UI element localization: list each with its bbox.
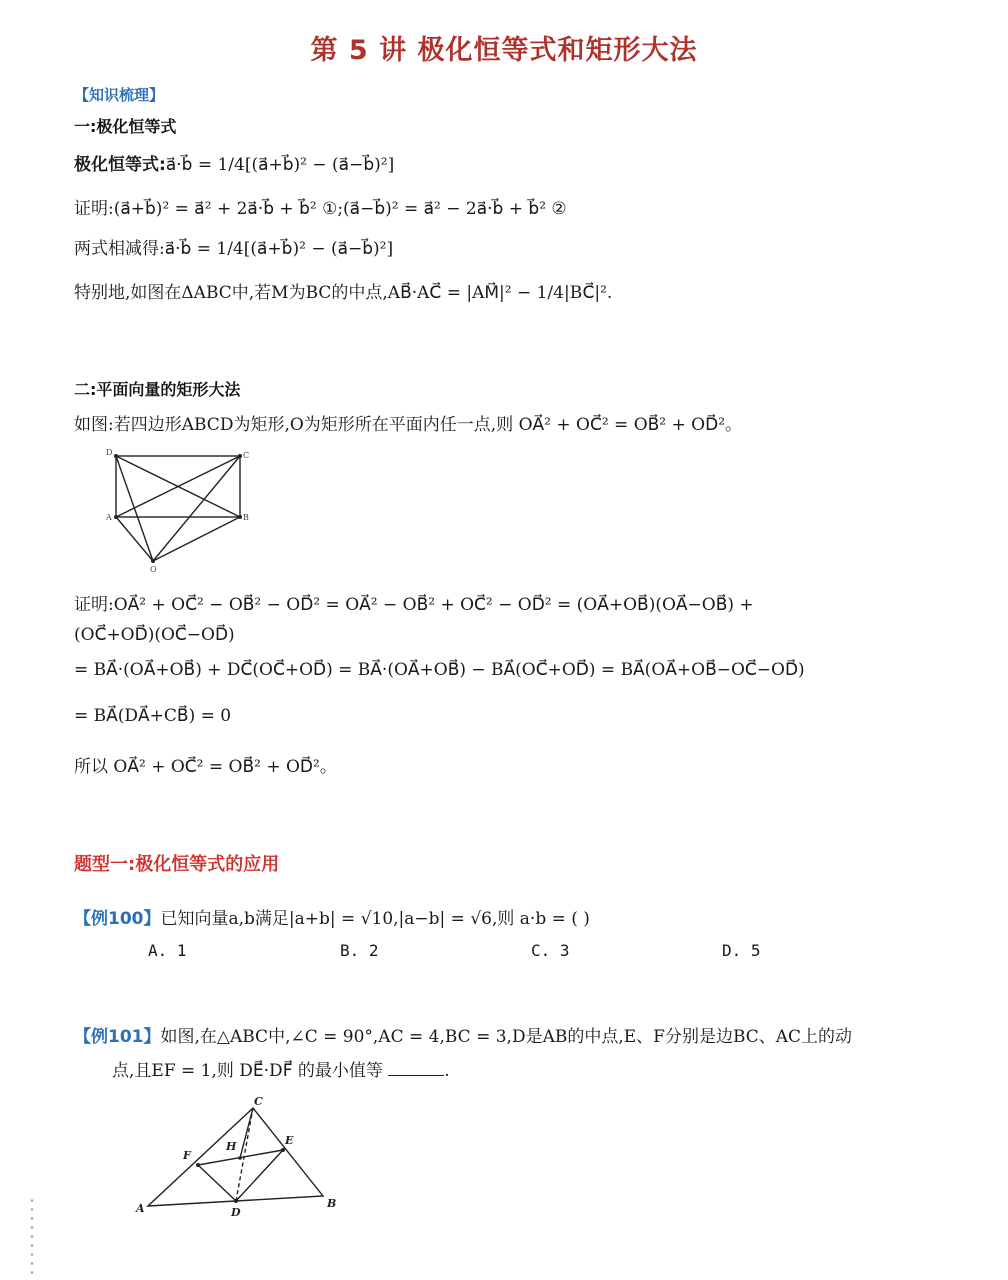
segment-df [198,1165,236,1201]
answer-blank[interactable] [388,1061,444,1076]
label-a: A [106,513,112,522]
label-f: F [183,1149,191,1162]
example100-tag: 【例100】 [74,909,161,929]
example101-question-line1 [74,1022,852,1047]
label-d: D [106,448,113,457]
section2-heading: 二:平面向量的矩形大法 [74,380,241,399]
label-o: O [150,565,157,574]
example100-question [74,904,590,929]
special-case-line: 特别地,如图在ΔABC中,若M为BC的中点,AB⃗·AC⃗ = |AM⃗|² − 1/4|BC⃗|². [74,283,613,303]
example101-tag: 【例101】 [74,1027,161,1047]
rect-proof-line2: (OC⃗+OD⃗)(OC⃗−OD⃗) [74,625,235,645]
segment-ch [240,1108,253,1158]
label-d: D [231,1206,241,1219]
proof-line: 证明:(a⃗+b⃗)² = a⃗² + 2a⃗·b⃗ + b⃗² ①;(a⃗−b⃗)² = a⃗² − 2a⃗·b⃗ + b⃗² ② [74,199,567,219]
label-a: A [136,1202,145,1215]
option-b: B. 2 [340,941,379,960]
label-b: B [243,513,249,522]
label-c: C [254,1095,263,1108]
segment-oc [153,456,240,561]
example101-question-line2 [112,1056,450,1081]
label-b: B [327,1197,337,1210]
label-h: H [226,1140,237,1153]
rectangle-intro: 如图:若四边形ABCD为矩形,O为矩形所在平面内任一点,则 OA⃗² + OC⃗² = OB⃗² + OD⃗²。 [74,415,743,435]
page-title: 第 5 讲 极化恒等式和矩形大法 [310,35,698,66]
rect-proof-line1: 证明:OA⃗² + OC⃗² − OB⃗² − OD⃗² = OA⃗² − OB⃗² + OC⃗² − OD⃗² = (OA⃗+OB⃗)(OA⃗−OB⃗) + [74,595,754,615]
label-e: E [285,1134,294,1147]
option-d: D. 5 [722,941,761,960]
triangle-figure [130,1092,350,1222]
knowledge-tag: 【知识梳理】 [74,86,165,104]
option-c: C. 3 [531,941,570,960]
section1-heading: 一:极化恒等式 [74,117,177,136]
example100-text: 已知向量a,b满足|a+b| = √10,|a−b| = √6,则 a·b = ( ) [160,909,590,929]
segment-oa [116,517,153,561]
example101-end: . [444,1061,450,1081]
rect-proof-line3: = BA⃗·(OA⃗+OB⃗) + DC⃗(OC⃗+OD⃗) = BA⃗·(OA⃗+OB⃗) − BA⃗(OC⃗+OD⃗) = BA⃗(OA⃗+OB⃗−OC⃗−OD⃗) [74,660,805,680]
triangle-abc [148,1108,323,1206]
rect-conclusion: 所以 OA⃗² + OC⃗² = OB⃗² + OD⃗²。 [74,757,337,777]
example101-text1: 如图,在△ABC中,∠C = 90°,AC = 4,BC = 3,D是AB的中点,E、F分别是边BC、AC上的动 [160,1027,853,1047]
rect-proof-line4: = BA⃗(DA⃗+CB⃗) = 0 [74,706,232,726]
type1-heading: 题型一:极化恒等式的应用 [74,854,280,875]
identity-line [74,150,394,175]
rectangle-figure [100,446,260,576]
example101-text2: 点,且EF = 1,则 DE⃗·DF⃗ 的最小值等 [112,1061,383,1081]
subtract-line: 两式相减得:a⃗·b⃗ = 1/4[(a⃗+b⃗)² − (a⃗−b⃗)²] [74,239,394,259]
label-c: C [243,451,250,460]
identity-label: 极化恒等式: [74,155,166,175]
segment-ob [153,517,240,561]
margin-dots [30,1196,34,1274]
identity-formula: a⃗·b⃗ = 1/4[(a⃗+b⃗)² − (a⃗−b⃗)²] [165,155,395,175]
option-a: A. 1 [148,941,187,960]
